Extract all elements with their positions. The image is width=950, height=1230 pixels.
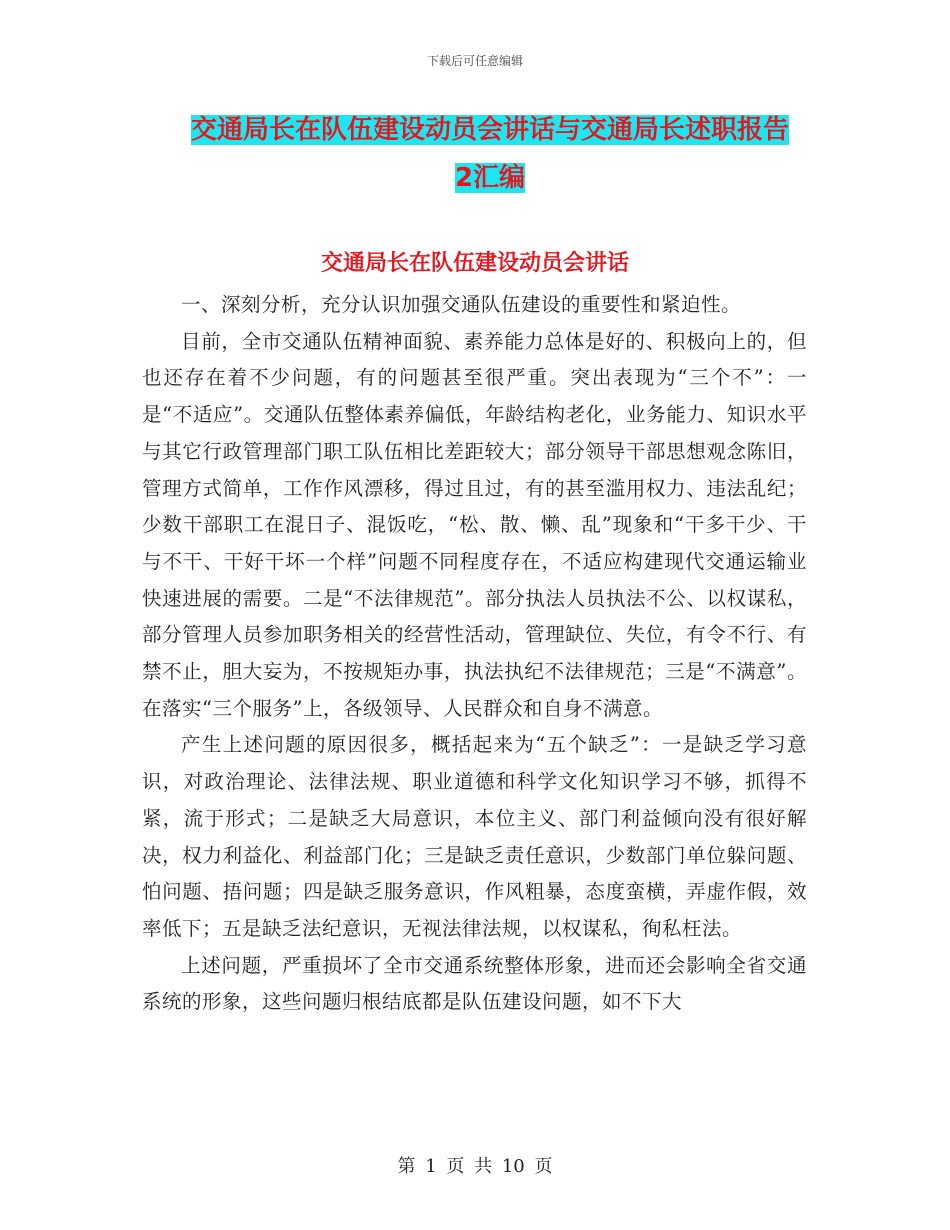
page-footer: 第 1 页 共 10 页 bbox=[397, 1156, 553, 1177]
paragraph: 产生上述问题的原因很多，概括起来为“五个缺乏”：一是缺乏学习意识，对政治理论、法律法规、职业道德和科学文化知识学习不够，抓得不紧，流于形式；二是缺乏大局意识，本位主义、部门利益倾向没有很好解决，权力利益化、利益部门化；三是缺乏责任意识，少数部门单位躲问题、怕问题、捂问题；四是缺乏服务意识，作风粗暴，态度蛮横，弄虚作假，效率低下；五是缺乏法纪意识，无视法律法规，以权谋私，徇私枉法。 bbox=[142, 733, 807, 940]
document-title bbox=[140, 106, 840, 202]
page-header: 下载后可任意编辑 bbox=[426, 54, 523, 68]
document-title-line2: 2汇编 bbox=[454, 163, 526, 193]
paragraph: 上述问题，严重损坏了全市交通系统整体形象，进而还会影响全省交通系统的形象，这些问题归根结底都是队伍建设问题，如不下大 bbox=[142, 953, 807, 1014]
paragraph: 目前，全市交通队伍精神面貌、素养能力总体是好的、积极向上的，但也还存在着不少问题，有的问题甚至很严重。突出表现为“三个不”：一是“不适应”。交通队伍整体素养偏低，年龄结构老化，业务能力、知识水平与其它行政管理部门职工队伍相比差距较大；部分领导干部思想观念陈旧，管理方式简单，工作作风漂移，得过且过，有的甚至滥用权力、违法乱纪；少数干部职工在混日子、混饭吃，“松、散、懒、乱”现象和“干多干少、干与不干、干好干坏一个样”问题不同程度存在，不适应构建现代交通运输业快速进展的需要。二是“不法律规范”。部分执法人员执法不公、以权谋私，部分管理人员参加职务相关的经营性活动，管理缺位、失位，有令不行、有禁不止，胆大妄为，不按规矩办事，执法执纪不法律规范；三是“不满意”。在落实“三个服务”上，各级领导、人民群众和自身不满意。 bbox=[142, 329, 807, 720]
document-title-line1: 交通局长在队伍建设动员会讲话与交通局长述职报告 bbox=[190, 115, 789, 145]
document-body bbox=[142, 287, 807, 1021]
section-title: 交通局长在队伍建设动员会讲话 bbox=[320, 251, 629, 276]
paragraph: 一、深刻分析，充分认识加强交通队伍建设的重要性和紧迫性。 bbox=[181, 293, 742, 316]
